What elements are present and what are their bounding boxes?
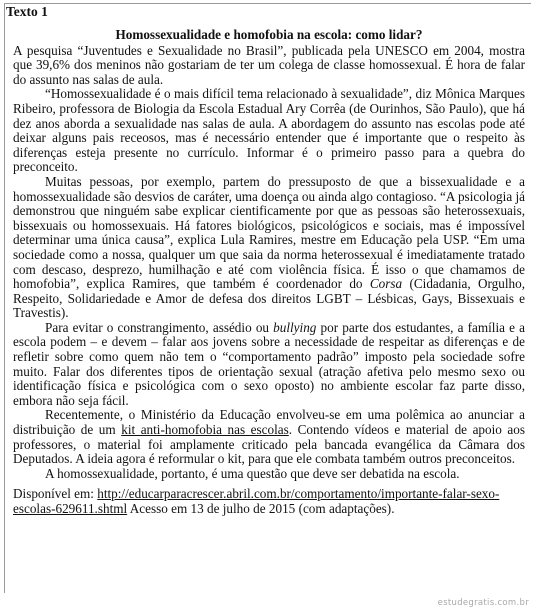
article-title: Homossexualidade e homofobia na escola: como lidar? xyxy=(115,27,423,42)
kit-link[interactable]: kit anti-homofobia nas escolas xyxy=(121,422,289,438)
bullying-italic: bullying xyxy=(273,319,317,335)
paragraph-5-text-a: Recentemente, o Ministério da Educação envolveu-se em uma polêmica ao anunciar a distribuição de um xyxy=(13,407,525,438)
text-label: Texto 1 xyxy=(6,4,48,19)
paragraph-3-text-c: (Cidadania, Orgulho, Respeito, Solidariedade e Amor de defesa dos direitos LGBT – Lésbicas, Gays, Bissexuais e Travestis). xyxy=(13,276,525,321)
paragraph-1: A pesquisa “Juventudes e Sexualidade no Brasil”, publicada pela UNESCO em 2004, mostra que 39,6% dos meninos não gostariam de ter um colega de classe homossexual. É hora de falar do assunto nas salas de aula. xyxy=(13,42,525,87)
paragraph-3-text-a: Muitas pessoas, por exemplo, partem do pressuposto de que a bissexualidade e a homossexualidade são desvios de caráter, uma doença ou ainda algo contagioso. “A psicologia já demonstrou que ninguém sabe explicar cientificamente por que as pessoas são heterossexuais, bissexuais ou homossexuais. Há fatores biológicos, psicológicos e sociais, mas é impossível determinar uma única causa”, explica Lula Ramires, mestre em Educação pela USP. “Em uma sociedade como a nossa, qualquer um que saia da norma heterossexual é imediatamente tratado com descaso, desprezo, humilhação e até com violência física. É isso o que chamamos de homofobia”, explica Ramires, que também é coordenador do xyxy=(13,173,525,292)
source-url-link[interactable]: http://educarparacrescer.abril.com.br/comportamento/importante-falar-sexo-escolas-629611.shtml xyxy=(13,486,500,516)
paragraph-2: “Homossexualidade é o mais difícil tema relacionado à sexualidade”, diz Mônica Marques Ribeiro, professora de Biologia da Escola Estadual Ary Corrêa (de Ourinhos, São Paulo), que há dez anos aborda a sexualidade nas salas de aula. A abordagem do assunto nas escolas pode até deixar alguns pais receosos, mas é necessário entender que é importante que o respeito às diferenças esteja presente no currículo. Informar é o primeiro passo para a quebra do preconceito. xyxy=(13,86,525,175)
paragraph-5 xyxy=(13,408,525,466)
article xyxy=(13,28,525,517)
source-citation xyxy=(13,487,525,516)
paragraph-5-text-c: . Contendo vídeos e material de apoio aos professores, o material foi amplamente criticado pela bancada evangélica da Câmara dos Deputados. A ideia agora é reformular o kit, para que ele combata também outros preconceitos. xyxy=(13,422,526,467)
source-suffix: Acesso em 13 de julho de 2015 (com adaptações). xyxy=(127,501,395,516)
paragraph-3 xyxy=(13,175,525,321)
paragraph-6: A homossexualidade, portanto, é uma questão que deve ser debatida na escola. xyxy=(45,465,460,481)
site-credit: estudegratis.com.br xyxy=(437,598,529,608)
source-prefix: Disponível em: xyxy=(13,486,98,502)
paragraph-4 xyxy=(13,321,525,409)
corsa-italic: Corsa xyxy=(369,276,403,292)
paragraph-4-text-c: por parte dos estudantes, a família e a escola podem – e devem – falar aos jovens sobre a necessidade de respeitar as diferenças e de refletir sobre como quem não tem o “comportamento padrão” imposto pela sociedade sofre muito. Falar dos diferentes tipos de orientação sexual (atração afetiva pelo mesmo sexo ou identificação física e psicológica com o sexo oposto) no ambiente escolar faz parte disso, embora não seja fácil. xyxy=(13,319,525,408)
paragraph-4-text-a: Para evitar o constrangimento, assédio ou xyxy=(45,319,274,335)
